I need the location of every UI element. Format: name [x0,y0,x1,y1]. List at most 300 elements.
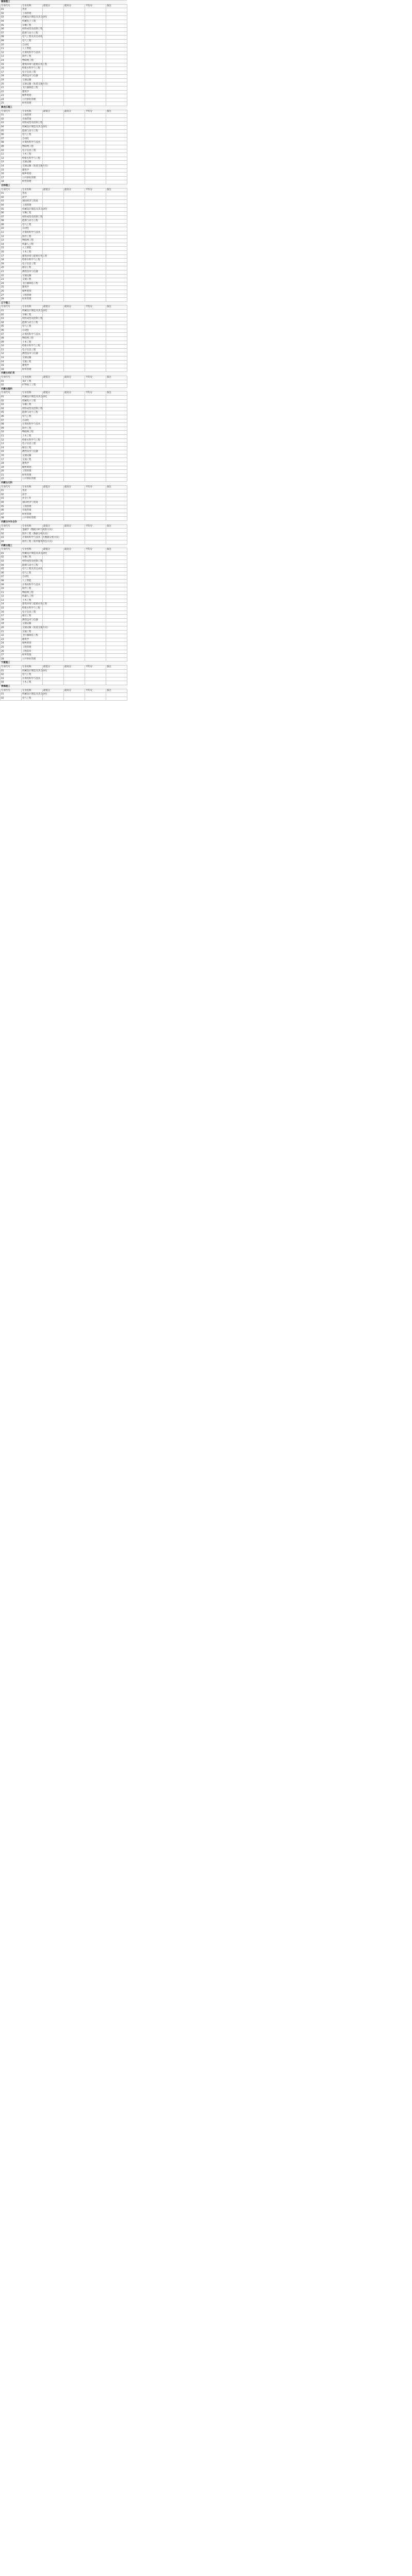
table-cell: 飞行器制造工程 [22,282,43,286]
table-row [1,255,127,259]
table-cell [85,579,106,583]
table-cell [64,493,85,497]
table-row [1,462,127,466]
table-cell [43,59,64,63]
table-cell: 软件工程 [22,235,43,239]
table-cell [64,395,85,399]
table-cell [106,395,127,399]
table-cell [43,212,64,216]
table-cell [106,286,127,290]
table-cell [43,129,64,133]
table-cell [64,411,85,415]
column-header: 平均分 [85,485,106,489]
table-cell: 电子信息工程 [22,348,43,352]
table-cell [85,78,106,82]
table-cell [43,427,64,431]
table-row [1,618,127,622]
column-header: 最低分 [43,110,64,114]
table-cell: 财务管理 [22,368,43,372]
table-cell [43,470,64,474]
table-cell [43,352,64,357]
table-cell [43,20,64,24]
table-row [1,497,127,501]
table-cell [85,117,106,122]
table-cell [106,153,127,157]
table-cell [85,642,106,646]
table-cell [106,427,127,431]
table-row [1,560,127,564]
table-row [1,681,127,685]
table-cell [106,466,127,470]
column-header: 最低分 [43,392,64,396]
column-header: 专业代号 [1,110,22,114]
table-cell: 城乡规划 [22,466,43,470]
column-header: 专业代号 [1,306,22,310]
table-cell: 16 [1,67,22,71]
table-cell: 12 [1,438,22,443]
table-cell [106,145,127,149]
table-row [1,325,127,329]
table-cell: 12 [1,595,22,599]
table-cell: 06 [1,133,22,138]
table-cell: 07 [1,513,22,517]
table-cell [64,192,85,196]
table-cell [106,94,127,98]
table-cell [43,348,64,352]
table-cell: 21 [1,630,22,634]
table-cell [106,571,127,575]
table-cell [64,368,85,372]
table-row [1,309,127,313]
table-cell [43,403,64,408]
table-cell: 06 [1,415,22,419]
table-cell [85,243,106,247]
table-cell [43,176,64,180]
table-cell [106,642,127,646]
table-cell [43,157,64,161]
table-cell [43,337,64,341]
table-cell [64,517,85,521]
table-cell: 10 [1,587,22,591]
table-cell [43,149,64,153]
table-cell: 03 [1,677,22,681]
table-cell: 电气工程 [22,415,43,419]
table-cell [106,243,127,247]
table-cell [43,657,64,662]
table-row [1,450,127,454]
table-cell [106,223,127,227]
table-row [1,552,127,556]
table-row [1,470,127,474]
table-cell [64,646,85,650]
table-cell: 物联网工程 [22,337,43,341]
table-cell [64,321,85,325]
table-cell [106,39,127,43]
table-cell: 土木工程 [22,681,43,685]
table-cell [64,55,85,59]
table-cell [64,642,85,646]
table-cell [85,294,106,298]
table-cell [106,407,127,411]
table-cell [43,431,64,435]
table-cell: 01 [1,669,22,673]
table-cell [85,90,106,94]
table-cell [106,204,127,208]
table-cell [43,215,64,219]
table-row [1,47,127,52]
table-cell [106,75,127,79]
table-cell [64,345,85,349]
table-cell: 20 [1,470,22,474]
table-cell: 10 [1,431,22,435]
table-cell [43,650,64,654]
table-cell: 能源与动力工程 [22,411,43,415]
table-cell [106,63,127,67]
table-cell [85,591,106,595]
table-cell [64,657,85,662]
table-cell [64,681,85,685]
table-cell: 电气工程 [22,325,43,329]
table-cell [85,568,106,572]
table-cell: 土木工程 [22,153,43,157]
table-row [1,431,127,435]
table-cell [85,603,106,607]
table-cell [106,82,127,87]
table-cell: 01 [1,380,22,384]
column-header: 最高分 [64,110,85,114]
table-row [1,505,127,509]
table-cell [64,505,85,509]
table-cell: 01 [1,693,22,697]
table-cell [43,380,64,384]
table-cell: 18 [1,259,22,263]
table-cell: 财务管理 [22,654,43,658]
table-cell [43,24,64,28]
table-cell: 车辆工程 [22,212,43,216]
column-header: 专业代号 [1,4,22,8]
column-header: 最低分 [43,548,64,552]
table-row [1,638,127,642]
table-cell [43,8,64,12]
table-cell: 建筑环境与能源应用工程 [22,603,43,607]
column-header: 最高分 [64,392,85,396]
table-cell: 08 [1,337,22,341]
column-header: 专业名称 [22,524,43,529]
header-row [1,188,127,192]
table-row [1,36,127,40]
table-cell [85,141,106,145]
region-title-row [1,544,127,548]
table-cell [106,51,127,55]
table-cell [106,137,127,141]
table-cell [85,63,106,67]
column-header: 最高分 [64,689,85,693]
table-cell: 软件工程 [22,427,43,431]
table-cell: 09 [1,223,22,227]
table-cell [85,98,106,102]
table-cell [106,255,127,259]
table-cell [43,133,64,138]
table-cell [43,12,64,16]
table-row [1,575,127,580]
column-header: 平均分 [85,110,106,114]
table-cell: 机械电子工程 [22,399,43,403]
header-row [1,524,127,529]
column-header: 专业代号 [1,665,22,669]
table-cell: 05 [1,505,22,509]
table-cell [43,434,64,438]
table-cell [43,98,64,102]
column-header: 备注 [106,665,127,669]
table-cell: 23 [1,94,22,98]
table-cell: 01 [1,529,22,533]
table-row [1,384,127,388]
table-cell: 机械设计制造及其自动化 [22,693,43,697]
table-cell: 计算机科学与技术 [22,231,43,235]
table-cell [85,266,106,270]
table-cell [106,259,127,263]
table-cell [43,219,64,224]
table-cell [64,380,85,384]
table-cell: 09 [1,341,22,345]
table-cell [64,384,85,388]
table-row [1,419,127,423]
table-cell [64,532,85,536]
table-cell: 机械设计制造及其自动化 [22,395,43,399]
table-cell [106,634,127,638]
table-cell [106,90,127,94]
table-row [1,529,127,533]
table-cell [43,36,64,40]
table-cell: 材料成型及控制工程 [22,215,43,219]
table-cell [85,24,106,28]
table-cell [106,458,127,462]
table-cell [85,473,106,478]
table-cell [43,423,64,427]
table-cell [43,55,64,59]
table-cell [64,458,85,462]
table-cell: 飞行器制造工程 [22,634,43,638]
table-cell [64,157,85,161]
table-cell [106,622,127,626]
table-cell [43,493,64,497]
table-row [1,556,127,560]
table-cell [64,329,85,333]
table-cell [85,255,106,259]
table-cell [106,419,127,423]
table-cell: 04 [1,501,22,505]
table-cell [106,626,127,631]
table-cell [64,173,85,177]
table-cell [64,98,85,102]
table-cell: 机械设计制造及其自动化 [22,669,43,673]
table-cell [64,196,85,200]
table-cell: 国际经济与贸易 [22,501,43,505]
table-cell [85,298,106,302]
table-cell: 给排水科学与工程 [22,438,43,443]
table-cell: 建筑学 [22,462,43,466]
table-cell [85,259,106,263]
table-cell [106,12,127,16]
region-title: 湖南理工 [1,1,127,5]
table-cell [85,28,106,32]
table-cell [85,611,106,615]
table-cell: 11 [1,348,22,352]
table-cell [64,129,85,133]
table-row [1,348,127,352]
table-cell: 14 [1,243,22,247]
table-cell [106,575,127,580]
table-cell: 机械设计制造及其自动化 [22,309,43,313]
table-cell [85,517,106,521]
table-cell [85,556,106,560]
table-cell [85,55,106,59]
table-cell: 软件工程（软件服务外包方向） [22,540,43,544]
table-cell: 07 [1,31,22,36]
table-row [1,51,127,55]
table-cell [106,317,127,321]
table-cell: 13 [1,357,22,361]
table-cell [64,168,85,173]
table-row [1,212,127,216]
table-cell [85,595,106,599]
table-row [1,532,127,536]
table-cell [106,454,127,458]
table-row [1,298,127,302]
column-header: 平均分 [85,188,106,192]
table-cell [43,364,64,368]
table-cell [106,28,127,32]
table-cell [85,223,106,227]
table-cell: 19 [1,466,22,470]
table-cell: 03 [1,536,22,540]
table-cell: 机器人工程 [22,243,43,247]
table-cell [64,470,85,474]
table-cell: 01 [1,552,22,556]
table-row [1,192,127,196]
table-cell: 15 [1,247,22,251]
table-cell: 计算机科学与技术 [22,51,43,55]
table-cell [64,200,85,204]
table-cell: 自动化 [22,419,43,423]
table-row [1,634,127,638]
table-cell: 09 [1,39,22,43]
table-cell: 04 [1,126,22,130]
table-cell [43,560,64,564]
table-cell [64,348,85,352]
table-cell: 材料成型及控制工程 [22,407,43,411]
table-cell [106,219,127,224]
column-header: 平均分 [85,376,106,380]
table-cell: 16 [1,611,22,615]
table-cell [64,603,85,607]
table-cell [85,399,106,403]
table-cell [85,341,106,345]
table-row [1,196,127,200]
table-cell: 法学 [22,493,43,497]
table-cell [85,196,106,200]
table-row [1,75,127,79]
table-row [1,278,127,282]
table-cell [85,145,106,149]
table-cell [43,411,64,415]
table-cell [85,560,106,564]
table-cell: 07 [1,215,22,219]
table-row [1,39,127,43]
table-cell [85,650,106,654]
table-row [1,489,127,494]
table-row [1,677,127,681]
table-cell [106,129,127,133]
table-cell [106,560,127,564]
table-cell: 11 [1,47,22,52]
table-cell [85,466,106,470]
table-cell [85,646,106,650]
table-cell [106,497,127,501]
table-cell [106,325,127,329]
table-cell [85,434,106,438]
table-cell [106,180,127,184]
table-cell: 交通运输 [22,454,43,458]
table-cell [85,82,106,87]
table-cell: 测控技术与仪器 [22,75,43,79]
table-cell: 01 [1,192,22,196]
table-cell [106,337,127,341]
table-cell: 09 [1,583,22,587]
table-cell [106,587,127,591]
header-row [1,392,127,396]
table-cell [106,438,127,443]
table-cell [106,149,127,153]
table-cell [43,192,64,196]
table-cell: 材料成型及控制工程 [22,317,43,321]
table-cell [106,227,127,231]
table-cell [43,583,64,587]
table-cell: 交通工程 [22,458,43,462]
table-cell [85,654,106,658]
table-cell [43,28,64,32]
table-cell [64,78,85,82]
table-cell: 06 [1,571,22,575]
table-cell [106,251,127,255]
table-cell: 计算机科学与技术 [22,677,43,681]
table-row [1,133,127,138]
table-cell: 02 [1,117,22,122]
table-cell: 02 [1,556,22,560]
table-cell [43,47,64,52]
table-cell: 01 [1,8,22,12]
table-cell: 材料成型及控制工程 [22,560,43,564]
table-row [1,114,127,118]
table-row [1,262,127,266]
table-cell: 02 [1,673,22,677]
table-cell [85,419,106,423]
table-cell [85,489,106,494]
table-cell [43,180,64,184]
table-cell [43,489,64,494]
table-cell [43,243,64,247]
table-cell: 19 [1,622,22,626]
table-cell [85,173,106,177]
table-row [1,87,127,91]
table-row [1,164,127,168]
table-row [1,67,127,71]
table-cell [64,251,85,255]
table-cell [106,654,127,658]
column-header: 备注 [106,392,127,396]
table-cell [85,321,106,325]
table-row [1,274,127,278]
